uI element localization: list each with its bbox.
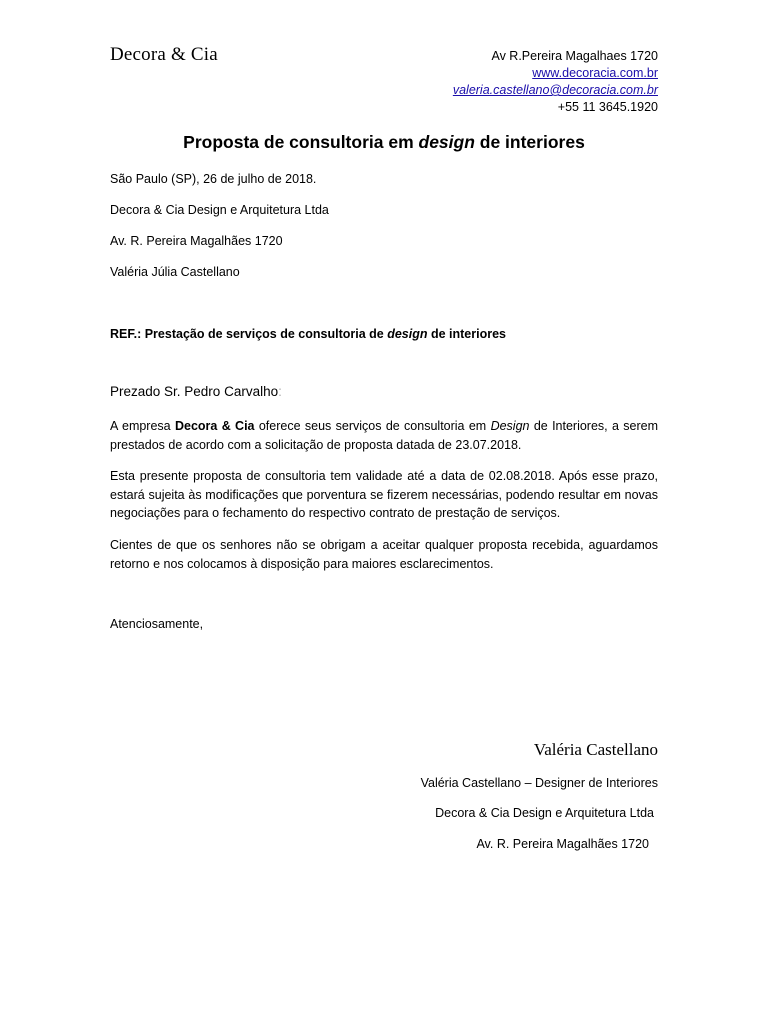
signature-company: Decora & Cia Design e Arquitetura Ltda bbox=[435, 806, 654, 820]
reference-text-end: de interiores bbox=[427, 327, 506, 341]
brand-name: Decora & Cia bbox=[110, 44, 218, 65]
reference-line bbox=[110, 327, 506, 341]
place-date: São Paulo (SP), 26 de julho de 2018. bbox=[110, 172, 317, 186]
contact-block bbox=[358, 48, 658, 116]
recipient-address: Av. R. Pereira Magalhães 1720 bbox=[110, 234, 283, 248]
p1-design: Design bbox=[490, 419, 530, 433]
email-link[interactable]: valeria.castellano@decoracia.com.br bbox=[452, 83, 658, 97]
title-emphasis: design bbox=[418, 132, 475, 152]
phone-number: +55 11 3645.1920 bbox=[557, 100, 658, 114]
signature-address: Av. R. Pereira Magalhães 1720 bbox=[476, 837, 649, 851]
salutation-colon: : bbox=[278, 384, 282, 399]
closing: Atenciosamente, bbox=[110, 617, 204, 631]
salutation bbox=[110, 384, 282, 399]
p1-brand: Decora & Cia bbox=[174, 419, 255, 433]
p1-part-b: oferece seus serviços de consultoria em bbox=[254, 419, 491, 433]
signature-role: Valéria Castellano – Designer de Interiores bbox=[420, 776, 658, 790]
p1-part-c: de Interiores, a serem prestados de acordo com a solicitação de proposta datada de 23.07.2018. bbox=[110, 419, 659, 452]
body-paragraph-2: Esta presente proposta de consultoria tem validade até a data de 02.08.2018. Após esse prazo, estará sujeita às modificações que porventura se fizerem necessárias, podendo resultar em novas negociações para o fechamento do respectivo contrato de prestação de serviços. bbox=[110, 469, 658, 520]
company-address: Av R.Pereira Magalhaes 1720 bbox=[491, 49, 658, 63]
salutation-text: Prezado Sr. Pedro Carvalho bbox=[110, 384, 279, 399]
reference-text-start: Prestação de serviços de consultoria de bbox=[141, 327, 388, 341]
reference-label: REF.: bbox=[110, 327, 142, 341]
recipient-company: Decora & Cia Design e Arquitetura Ltda bbox=[110, 203, 329, 217]
title-text-start: Proposta de consultoria em bbox=[183, 132, 419, 152]
body-paragraph-1 bbox=[110, 417, 658, 454]
website-link[interactable]: www.decoracia.com.br bbox=[532, 66, 658, 80]
signature: Valéria Castellano bbox=[533, 740, 658, 759]
reference-emphasis: design bbox=[387, 327, 428, 341]
title-text-end: de interiores bbox=[474, 132, 585, 152]
recipient-name: Valéria Júlia Castellano bbox=[110, 265, 240, 279]
document-title bbox=[0, 132, 768, 153]
body-paragraph-3: Cientes de que os senhores não se obrigam a aceitar qualquer proposta recebida, aguardamos retorno e nos colocamos à disposição para maiores esclarecimentos. bbox=[110, 538, 658, 571]
p1-part-a: A empresa bbox=[110, 419, 175, 433]
